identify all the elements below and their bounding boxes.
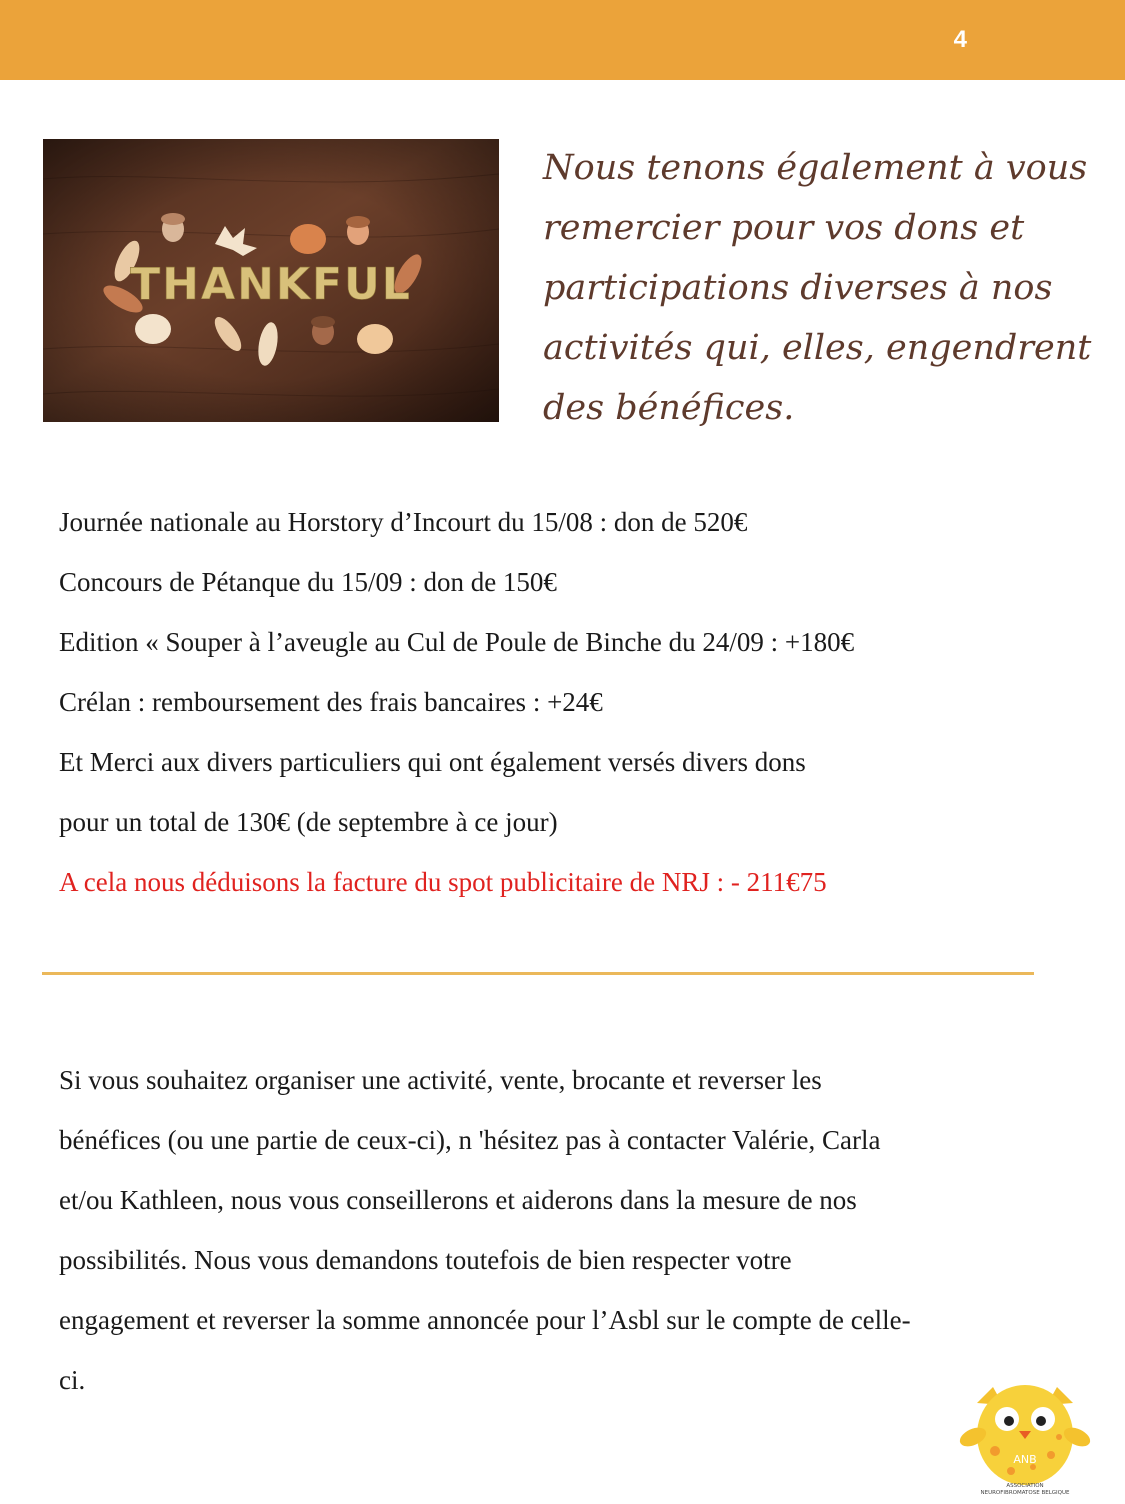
- info-paragraph: [59, 1050, 1089, 1410]
- logo-line2: NEUROFIBROMATOSE BELGIQUE: [980, 1490, 1070, 1496]
- paragraph-line: et/ou Kathleen, nous vous conseillerons et aiderons dans la mesure de nos: [59, 1185, 857, 1215]
- quote-line: activités qui, elles, engendrent: [543, 328, 1092, 368]
- donation-item: pour un total de 130€ (de septembre à ce jour): [59, 807, 558, 837]
- thankful-photo: [43, 139, 499, 422]
- owl-icon: [957, 1385, 1093, 1485]
- logo-line1: ASSOCIATION: [1006, 1483, 1044, 1489]
- anb-logo: [955, 1375, 1095, 1500]
- donation-item: Edition « Souper à l’aveugle au Cul de Poule de Binche du 24/09 : +180€: [59, 627, 855, 657]
- thankful-text: THANKFUL: [130, 259, 412, 310]
- deduction-line: A cela nous déduisons la facture du spot publicitaire de NRJ : - 211€75: [59, 867, 827, 897]
- paragraph-line: bénéfices (ou une partie de ceux-ci), n 'hésitez pas à contacter Valérie, Carla: [59, 1125, 881, 1155]
- section-divider: [42, 972, 1034, 975]
- paragraph-line: ci.: [59, 1365, 86, 1395]
- thanks-quote: [543, 138, 1103, 438]
- paragraph-line: Si vous souhaitez organiser une activité, vente, brocante et reverser les: [59, 1065, 822, 1095]
- donation-item: Et Merci aux divers particuliers qui ont également versés divers dons: [59, 747, 806, 777]
- donation-item: Concours de Pétanque du 15/09 : don de 150€: [59, 567, 557, 597]
- donations-list: [59, 492, 1099, 912]
- page-number: 4: [953, 26, 967, 53]
- paragraph-line: engagement et reverser la somme annoncée pour l’Asbl sur le compte de celle-: [59, 1305, 911, 1335]
- quote-line: participations diverses à nos: [543, 268, 1053, 308]
- quote-line: Nous tenons également à vous: [543, 148, 1088, 188]
- paragraph-line: possibilités. Nous vous demandons toutefois de bien respecter votre: [59, 1245, 792, 1275]
- donation-item: Crélan : remboursement des frais bancaires : +24€: [59, 687, 603, 717]
- donation-item: Journée nationale au Horstory d’Incourt du 15/08 : don de 520€: [59, 507, 748, 537]
- quote-line: des bénéfices.: [543, 388, 795, 428]
- logo-abbr: ANB: [1013, 1453, 1037, 1466]
- quote-line: remercier pour vos dons et: [543, 208, 1025, 248]
